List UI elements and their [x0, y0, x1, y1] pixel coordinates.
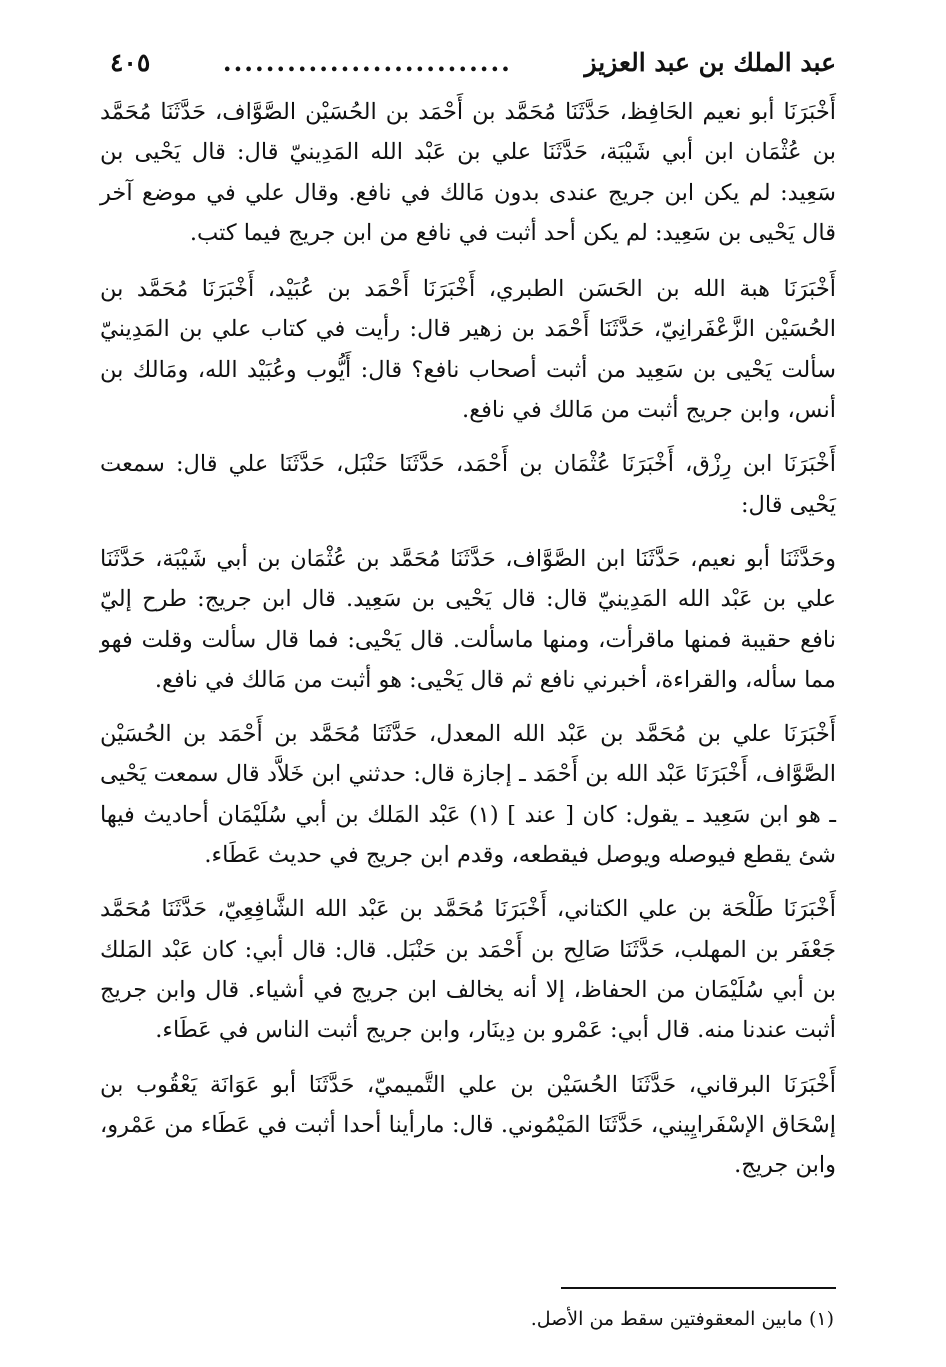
paragraph-2: أَخْبَرَنَا هبة الله بن الحَسَن الطبري، أَخْبَرَنَا أَحْمَد بن عُبَيْد، أَخْبَرَنَا مُحَمَّد بن الحُسَيْن الزَّعْفَرانِيّ، حَدَّثَنَا أَحْمَد بن زهير قال: رأيت في كتاب علي بن المَدِينيّ سألت يَحْيى بن سَعِيد من أثبت أصحاب نافع؟ قال: أَيُّوب وعُبَيْد الله، ومَالك بن أنس، وابن جريج أثبت من مَالك في نافع.: [100, 276, 837, 424]
paragraph-4: وحَدَّثَنَا أبو نعيم، حَدَّثَنَا ابن الصَّوَّاف، حَدَّثَنَا مُحَمَّد بن عُثْمَان بن أبي شَيْبَة، حَدَّثَنَا علي بن عَبْد الله المَدِينيّ قال: قال يَحْيى بن سَعِيد. قال ابن جريج: طرح إليّ نافع حقيبة فمنها ماقرأت، ومنها ماسألت. قال يَحْيى: فما قال سألت وقلت فهو مما سأله، والقراءة، أخبرني نافع ثم قال يَحْيى: هو أثبت من مَالك في نافع.: [100, 545, 836, 693]
paragraph-7: أَخْبَرَنَا البرقاني، حَدَّثَنَا الحُسَيْن بن علي التَّميميّ، حَدَّثَنَا أبو عَوَانَة يَعْقُوب بن إسْحَاق الإسْفَرايِيني، حَدَّثَنَا المَيْمُوني. قال: مارأينا أحدا أثبت في عَطَاء من عَمْرو، وابن جريج.: [100, 1071, 836, 1179]
paragraph-1: أَخْبَرَنَا أبو نعيم الحَافِظ، حَدَّثَنَا مُحَمَّد بن أَحْمَد بن الحُسَيْن الصَّوَّاف، حَدَّثَنَا مُحَمَّد بن عُثْمَان ابن أبي شَيْبَة، حَدَّثَنَا علي بن عَبْد الله المَدِينيّ قال: قال يَحْيى بن سَعِيد: لم يكن ابن جريج عندى بدون مَالك في نافع. وقال علي في موضع آخر قال يَحْيى بن سَعِيد: لم يكن أحد أثبت في نافع من ابن جريج فيما كتب.: [100, 99, 836, 246]
page-body: [100, 92, 836, 1199]
paragraph-5: أَخْبَرَنَا علي بن مُحَمَّد بن عَبْد الله المعدل، حَدَّثَنَا مُحَمَّد بن أَحْمَد بن الحُسَيْن الصَّوَّاف، أَخْبَرَنَا عَبْد الله بن أَحْمَد ـ إجازة قال: حدثني ابن خَلاَّد قال سمعت يَحْيى ـ هو ابن سَعِيد ـ يقول: كان [ عند ] (١) عَبْد المَلك بن أبي سُلَيْمَان أحاديث فيها شئ يقطع فيوصله ويوصل فيقطعه، وقدم ابن جريج في حديث عَطَاء.: [100, 721, 836, 869]
running-header: [110, 48, 836, 88]
header-title: عبد الملك بن عبد العزيز: [584, 48, 836, 77]
footnote-divider: [561, 1287, 836, 1289]
paragraph-3: أَخْبَرَنَا ابن رِزْق، أَخْبَرَنَا عُثْمَان بن أَحْمَد، حَدَّثَنَا حَنْبَل، حَدَّثَنَا علي قال: سمعت يَحْيى قال:: [100, 451, 836, 518]
paragraph-6: أَخْبَرَنَا طَلْحَة بن علي الكتاني، أَخْبَرَنَا مُحَمَّد بن عَبْد الله الشَّافِعِيّ، حَدَّثَنَا مُحَمَّد جَعْفَر بن المهلب، حَدَّثَنَا صَالِح بن أَحْمَد بن حَنْبَل. قال: قال أبي: كان عَبْد المَلك بن أبي سُلَيْمَان من الحفاظ، إلا أنه يخالف ابن جريج في أشياء. قال وابن جريج أثبت عندنا منه. قال أبي: عَمْرو بن دِينَار، وابن جريج أثبت الناس في عَطَاء.: [100, 896, 836, 1044]
footnote: (١) مابين المعقوفتين سقط من الأصل.: [530, 1308, 834, 1330]
page-number: ٤٠٥: [110, 48, 151, 77]
header-leader-dots: ...........................: [222, 48, 512, 77]
